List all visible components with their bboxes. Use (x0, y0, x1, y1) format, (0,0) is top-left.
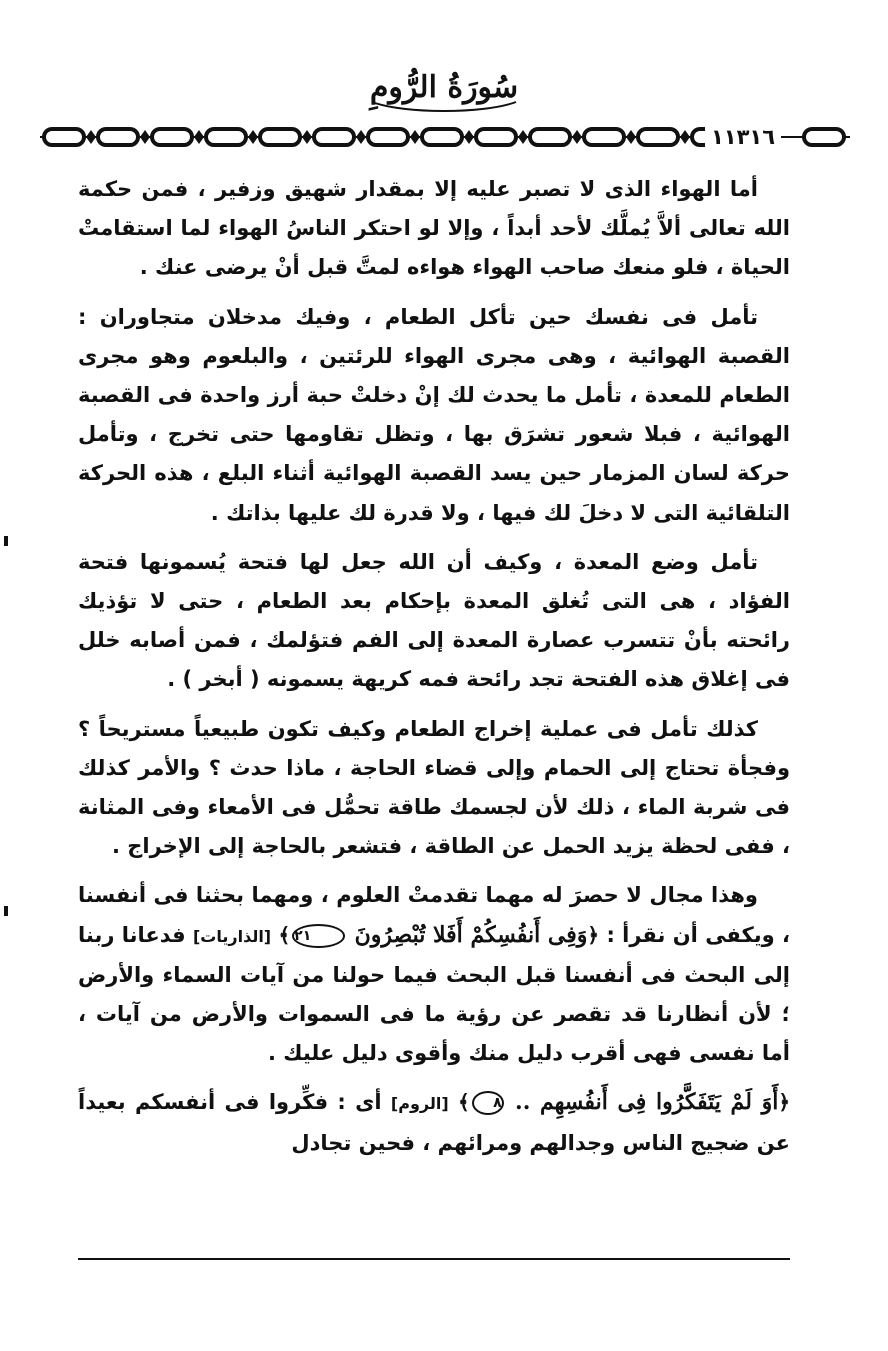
surah-title-calligraphy (344, 62, 544, 114)
footer-rule (78, 1258, 790, 1260)
paragraph-with-verse (78, 876, 790, 1073)
paragraph: كذلك تأمل فى عملية إخراج الطعام وكيف تكون طبيعياً مستريحاً ؟ وفجأة تحتاج إلى الحمام وإلى قضاء الحاجة ، ماذا حدث ؟ والأمر كذلك فى شربة الماء ، ذلك لأن لجسمك طاقة تحمُّل فى الأمعاء وفى المثانة ، ففى لحظة يزيد الحمل عن الطاقة ، فتشعر بالحاجة إلى الإخراج . (78, 716, 790, 859)
paragraph-text: أى : فكِّروا فى أنفسكم بعيداً عن ضجيج الناس وجدالهم ومرائهم ، فحين تجادل (78, 1090, 790, 1155)
surah-reference: [الروم] (390, 1094, 449, 1114)
margin-mark (4, 906, 8, 916)
ayah-number-badge: ٨ (472, 1091, 504, 1115)
paragraph-text: وهذا مجال لا حصرَ له مهما تقدمتْ العلوم ، ومهما بحثنا فى أنفسنا ، ويكفى أن نقرأ : (78, 883, 791, 947)
paragraph-with-verse (78, 1083, 790, 1162)
paragraph: تأمل وضع المعدة ، وكيف أن الله جعل لها فتحة يُسمونها فتحة الفؤاد ، هى التى تُغلق المعدة بإحكام بعد الطعام ، حتى لا تؤذيك رائحته بأنْ تتسرب عصارة المعدة إلى الفم فتؤلمك ، فمن أصابه خلل فى إغلاق هذه الفتحة تجد رائحة فمه كريهة يسمونه ( أبخر ) . (78, 549, 790, 692)
paragraph-text: فدعانا ربنا إلى البحث فى أنفسنا قبل البحث فيما حولنا من آيات السماء والأرض ؛ لأن أنظارنا قد تقصر عن رؤية ما فى السموات والأرض من آيات ، أما نفسى فهى أقرب دليل منك وأقوى دليل عليك . (78, 922, 790, 1066)
margin-mark (4, 536, 8, 546)
quran-verse: وَفِى أَنفُسِكُمْ أَفَلا تُبْصِرُونَ (354, 921, 588, 948)
page-number: ١١٣١٦ (705, 124, 781, 150)
surah-title-text: سُورَةُ الرُّومِ (369, 70, 519, 105)
paragraph: تأمل فى نفسك حين تأكل الطعام ، وفيك مدخلان متجاوران : القصبة الهوائية ، وهى مجرى الهواء للرئتين ، والبلعوم وهو مجرى الطعام للمعدة ، تأمل ما يحدث لك إنْ دخلتْ حبة أرز واحدة فى القصبة الهوائية ، فبلا شعور تشرَق بها ، وتظل تقاومها حتى تخرج ، وتأمل حركة لسان المزمار حين يسد القصبة الهوائية أثناء البلع ، هذه الحركة التلقائية التى لا دخلَ لك فيها ، ولا قدرة لك عليها بذاتك . (78, 304, 790, 525)
surah-reference: [الذاريات] (192, 926, 272, 946)
ayah-number-badge: ٢١ (292, 924, 345, 948)
verse-open-bracket: ﴿ (778, 1090, 791, 1115)
calligraphy-flourish-icon (344, 62, 544, 114)
verse-open-bracket: ﴿ (587, 922, 600, 947)
paragraph: أما الهواء الذى لا تصبر عليه إلا بمقدار شهيق وزفير ، فمن حكمة الله تعالى ألاَّ يُملَّك لأحد أبداً ، وإلا لو احتكر الناسُ الهواء لما استقامتْ الحياة ، فلو منعك صاحب الهواء هواءه لمتَّ قبل أنْ يرضى عنك . (78, 177, 790, 280)
verse-close-bracket: ﴾ (278, 922, 291, 947)
quran-verse: أَوَ لَمْ يَتَفَكَّرُوا فِى أَنفُسِهِم .. (515, 1089, 779, 1116)
main-text (78, 170, 790, 1173)
verse-close-bracket: ﴾ (458, 1090, 470, 1115)
